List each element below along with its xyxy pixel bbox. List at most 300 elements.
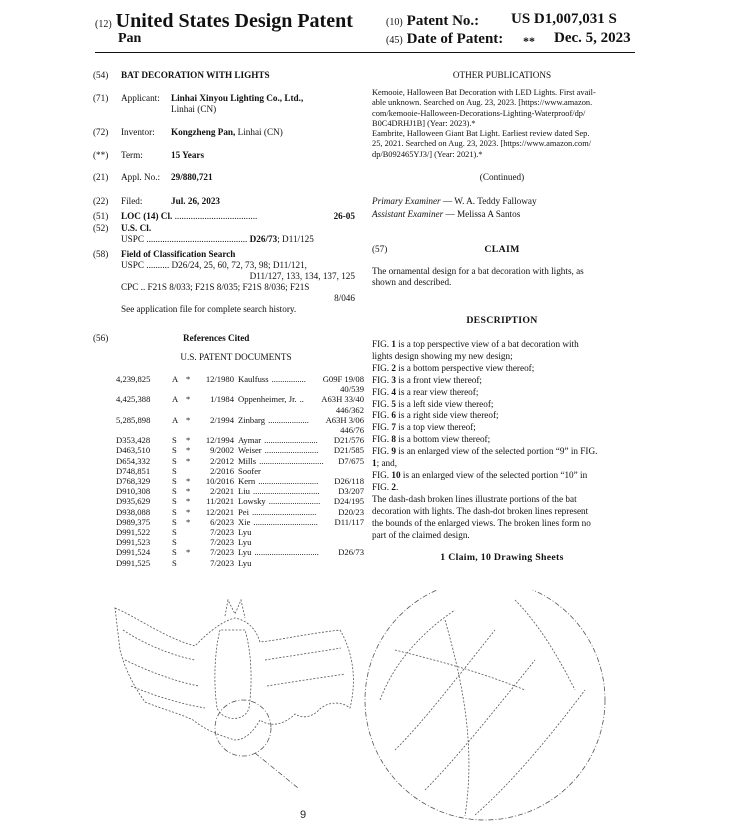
reference-kind: S xyxy=(172,455,177,466)
field-71 xyxy=(93,93,373,115)
wing-rib-3 xyxy=(131,686,205,708)
description-text: is a right side view thereof; xyxy=(396,410,499,421)
description-text: FIG. xyxy=(372,422,392,433)
other-publications xyxy=(372,88,634,160)
description-text: FIG. xyxy=(372,481,392,492)
patent-title: United States Design Patent xyxy=(115,10,353,32)
description-text: is a top view thereof; xyxy=(396,422,476,433)
reference-class: D3/207 xyxy=(338,486,364,497)
claim-text-line-1: The ornamental design for a bat decoration with lights, as xyxy=(372,266,584,276)
reference-inventor-name: Kaulfuss xyxy=(238,374,269,384)
reference-dots: .............................. xyxy=(254,547,319,558)
reference-star: * xyxy=(186,496,191,507)
description-fig-number: 8 xyxy=(391,434,396,445)
reference-patent-number: D989,375 xyxy=(116,516,151,527)
claim-text xyxy=(372,266,634,288)
reference-dots: .............................. xyxy=(251,506,317,517)
description-line xyxy=(372,422,634,434)
reference-date: 2/2016 xyxy=(210,465,234,476)
description-line xyxy=(372,387,634,399)
header-code: (12) xyxy=(95,19,112,30)
publication-line: able unknown. Searched on Aug. 23, 2023. [https://www.amazon. xyxy=(372,98,593,108)
reference-star: * xyxy=(186,374,191,384)
patent-no-label: Patent No.: xyxy=(406,13,480,29)
reference-date: 12/1994 xyxy=(205,435,234,446)
detail-line-4 xyxy=(475,690,585,815)
reference-date: 7/2023 xyxy=(210,527,234,538)
reference-inventor xyxy=(238,517,335,527)
leader-line xyxy=(255,753,298,788)
reference-kind: S xyxy=(172,527,177,538)
claim-title: CLAIM xyxy=(484,244,520,255)
publication-line: com/kemooie-Halloween-Decorations-Lighting-Waterproof/dp/ xyxy=(372,108,586,118)
reference-class: A63H 33/40 xyxy=(321,394,364,405)
reference-patent-number: D935,629 xyxy=(116,496,151,507)
field-code: (58) xyxy=(93,249,109,259)
field-code: (72) xyxy=(93,127,109,137)
patent-header-left xyxy=(95,10,353,33)
reference-date: 7/2023 xyxy=(210,537,234,548)
reference-inventor xyxy=(238,456,338,466)
reference-dots: ............................... xyxy=(252,486,320,497)
reference-class-continued: 446/76 xyxy=(340,425,364,436)
description-text: FIG. xyxy=(372,362,392,373)
reference-star xyxy=(186,537,196,547)
reference-row xyxy=(116,547,364,557)
description-text: FIG. xyxy=(372,339,392,349)
reference-inventor xyxy=(238,486,338,496)
reference-inventor-name: Aymar xyxy=(238,435,262,446)
reference-inventor xyxy=(238,527,364,537)
reference-star: * xyxy=(186,435,191,446)
reference-star: * xyxy=(186,547,191,558)
reference-kind: S xyxy=(172,465,177,476)
reference-kind: S xyxy=(172,537,177,548)
field-54 xyxy=(93,70,373,81)
reference-star xyxy=(186,527,196,537)
uspc-label: USPC xyxy=(121,234,144,244)
figure-label-9: 9 xyxy=(300,809,307,821)
reference-patent-number: D463,510 xyxy=(116,445,151,456)
reference-class: G09F 19/08 xyxy=(322,374,364,384)
reference-star: * xyxy=(186,414,191,425)
primary-examiner xyxy=(372,196,634,207)
reference-row xyxy=(116,558,364,568)
reference-dots: ......................... xyxy=(264,445,319,456)
reference-inventor-name: Weiser xyxy=(238,445,262,456)
detail-line-7 xyxy=(445,620,469,816)
primary-examiner-label: Primary Examiner xyxy=(372,196,441,206)
description-line xyxy=(372,351,634,363)
reference-inventor-name: Lyu xyxy=(238,537,252,548)
search-line-5: See application file for complete search history. xyxy=(121,304,297,314)
reference-class-continued: 446/362 xyxy=(335,404,364,415)
reference-patent-number: D991,522 xyxy=(116,527,151,538)
search-line-3: CPC .. F21S 8/033; F21S 8/035; F21S 8/036; F21S xyxy=(121,282,310,292)
publication-line: B0C4DRHJ1B] (Year: 2023).* xyxy=(372,118,476,128)
date-line xyxy=(386,30,503,48)
inventor-short: Pan xyxy=(118,31,142,46)
reference-inventor-name: Kern xyxy=(238,476,256,487)
reference-date: 7/2023 xyxy=(210,547,234,558)
appl-no-value: 29/880,721 xyxy=(171,172,213,182)
reference-inventor xyxy=(238,394,321,404)
search-line-1: USPC .......... D26/24, 25, 60, 72, 73, 98; D11/121, xyxy=(121,260,307,270)
field-code: (52) xyxy=(93,223,109,233)
description-line xyxy=(372,506,634,518)
reference-class: D26/73 xyxy=(338,547,364,558)
assistant-examiner-name: — Melissa A Santos xyxy=(445,209,521,219)
reference-kind: S xyxy=(172,516,177,527)
field-code: (22) xyxy=(93,196,109,206)
assistant-examiner-label: Assistant Examiner xyxy=(372,209,444,219)
bat-ears xyxy=(225,600,245,618)
field-code: (54) xyxy=(93,70,109,80)
reference-dots: ........................ xyxy=(268,496,321,507)
search-line-2: D11/127, 133, 134, 137, 125 xyxy=(249,271,355,281)
continued-label: (Continued) xyxy=(479,172,525,182)
reference-kind: S xyxy=(172,486,177,497)
wing-rib-2 xyxy=(125,660,199,686)
reference-row xyxy=(116,374,364,384)
search-line-4: 8/046 xyxy=(334,293,355,303)
primary-examiner-name: — W. A. Teddy Falloway xyxy=(442,196,537,206)
assistant-examiner xyxy=(372,209,634,220)
reference-row xyxy=(116,415,364,425)
reference-star xyxy=(186,558,196,568)
claims-sheets: 1 Claim, 10 Drawing Sheets xyxy=(440,552,564,563)
reference-star: * xyxy=(186,394,191,405)
reference-star: * xyxy=(186,455,191,466)
reference-patent-number: D938,088 xyxy=(116,506,151,517)
term-value: 15 Years xyxy=(171,150,205,160)
reference-dots: .............................. xyxy=(259,455,324,466)
reference-dots: ............................ xyxy=(258,476,319,487)
inventor-name: Kongzheng Pan, xyxy=(171,127,236,137)
reference-dots: ................ xyxy=(271,374,306,384)
reference-inventor-name: Oppenheimer, Jr. xyxy=(238,394,297,405)
field-term xyxy=(93,150,373,161)
field-72 xyxy=(93,127,373,138)
reference-patent-number: D654,332 xyxy=(116,455,151,466)
loc-value: 26-05 xyxy=(333,211,355,221)
reference-inventor-name: Pei xyxy=(238,506,249,517)
reference-row xyxy=(116,394,364,404)
description-text: FIG. xyxy=(372,410,392,421)
description-fig-number: 2 xyxy=(391,362,396,373)
publication-line: 25, 2021. Searched on Aug. 23, 2023. [https://www.amazon.com/ xyxy=(372,139,592,149)
reference-kind: S xyxy=(172,496,177,507)
description-text: FIG. xyxy=(372,469,392,480)
inventor-label: Inventor: xyxy=(121,127,155,137)
field-51 xyxy=(93,211,355,222)
description-fig-number: 9 xyxy=(391,446,396,457)
reference-patent-number: D353,428 xyxy=(116,435,151,446)
description-text: is a top perspective view of a bat decoration with xyxy=(396,339,579,349)
reference-inventor-name: Mills xyxy=(238,455,257,466)
field-code: (71) xyxy=(93,93,109,103)
patent-no-code: (10) xyxy=(386,17,403,28)
publication-line: dp/B092465YJ3/] (Year: 2021).* xyxy=(372,149,483,159)
reference-inventor xyxy=(238,547,338,557)
reference-dots: ......................... xyxy=(264,435,318,446)
description-line xyxy=(372,458,634,470)
description-line xyxy=(372,494,634,506)
field-code: (**) xyxy=(93,150,109,160)
bat-wing-outline xyxy=(115,608,353,740)
reference-kind: S xyxy=(172,476,177,487)
reference-star xyxy=(186,466,196,476)
reference-inventor xyxy=(238,507,338,517)
reference-class: D20/23 xyxy=(338,506,364,517)
reference-class: D26/118 xyxy=(334,476,364,487)
description-line xyxy=(372,375,634,387)
reference-patent-number: D991,525 xyxy=(116,557,151,568)
description-fig-number: 1 xyxy=(372,458,377,469)
description-line xyxy=(372,339,634,351)
description-line xyxy=(372,530,634,542)
reference-inventor-name: Lyu xyxy=(238,527,252,538)
date-code: (45) xyxy=(386,35,403,46)
reference-kind: A xyxy=(172,414,179,425)
reference-inventor xyxy=(238,435,334,445)
description-fig-number: 2 xyxy=(391,481,396,492)
reference-kind: A xyxy=(172,374,179,384)
reference-date: 7/2023 xyxy=(210,557,234,568)
description-text: is a bottom view thereof; xyxy=(396,434,491,445)
description-text: is an enlarged view of the selected portion “9” in FIG. xyxy=(396,446,598,457)
reference-date: 12/1980 xyxy=(205,374,234,384)
detail-line-1 xyxy=(380,610,455,700)
description-line xyxy=(372,446,634,458)
reference-kind: S xyxy=(172,445,177,456)
reference-patent-number: 4,239,825 xyxy=(116,374,151,384)
reference-inventor xyxy=(238,374,323,384)
references-table xyxy=(116,374,364,568)
reference-patent-number: D991,523 xyxy=(116,537,151,548)
reference-star: * xyxy=(186,506,191,517)
publication-line: Kemooie, Halloween Bat Decoration with LED Lights. First avail- xyxy=(372,88,596,97)
reference-patent-number: D991,524 xyxy=(116,547,151,558)
reference-date: 11/2021 xyxy=(206,496,234,507)
field-58 xyxy=(93,249,355,315)
search-label: Field of Classification Search xyxy=(121,249,236,259)
reference-inventor-name: Lyu xyxy=(238,557,252,568)
description-text: FIG. xyxy=(372,398,392,409)
reference-date: 2/2012 xyxy=(210,455,234,466)
filed-value: Jul. 26, 2023 xyxy=(171,196,221,206)
field-code: (56) xyxy=(93,333,109,343)
description-text: the bounds of the enlarged views. The broken lines form no xyxy=(372,517,591,528)
patent-date: Dec. 5, 2023 xyxy=(554,30,631,46)
description-text: is a bottom perspective view thereof; xyxy=(396,362,535,373)
loc-dots: .................................... xyxy=(174,211,258,221)
detail-circle-9 xyxy=(215,700,271,756)
description-text: part of the claimed design. xyxy=(372,529,470,540)
claim-code: (57) xyxy=(372,244,388,254)
description-fig-number: 4 xyxy=(391,386,396,397)
reference-row xyxy=(116,466,364,476)
reference-class-continued: 40/539 xyxy=(340,384,364,395)
applicant-location: Linhai (CN) xyxy=(171,104,217,114)
us-patent-docs-title: U.S. PATENT DOCUMENTS xyxy=(180,352,292,362)
description-text: is an enlarged view of the selected portion “10” in xyxy=(400,469,588,480)
reference-row xyxy=(116,456,364,466)
appl-no-label: Appl. No.: xyxy=(121,172,161,182)
bat-body xyxy=(215,630,251,719)
reference-date: 10/2016 xyxy=(205,476,234,487)
applicant-name: Linhai Xinyou Lighting Co., Ltd., xyxy=(171,93,304,103)
description-text: ; and, xyxy=(376,458,398,469)
description-text: decoration with lights. The dash-dot broken lines represent xyxy=(372,505,589,516)
description-text: FIG. xyxy=(372,386,392,397)
reference-kind: S xyxy=(172,557,177,568)
reference-kind: A xyxy=(172,394,179,405)
patent-number-line xyxy=(386,12,479,30)
reference-inventor xyxy=(238,537,364,547)
field-code: (51) xyxy=(93,211,109,221)
reference-inventor xyxy=(238,445,334,455)
field-22 xyxy=(93,196,373,207)
reference-date: 1/1984 xyxy=(210,394,234,405)
reference-date: 2/2021 xyxy=(210,486,234,497)
description-text: is a rear view thereof; xyxy=(396,386,479,397)
description-text: FIG. xyxy=(372,434,392,445)
detail-line-6 xyxy=(395,650,525,690)
reference-inventor xyxy=(238,476,334,486)
description-line xyxy=(372,518,634,530)
reference-kind: S xyxy=(172,547,177,558)
description-fig-number: 3 xyxy=(391,374,396,385)
applicant-label: Applicant: xyxy=(121,93,160,103)
description-text: FIG. xyxy=(372,446,392,457)
reference-patent-number: D768,329 xyxy=(116,476,151,487)
description-line xyxy=(372,410,634,422)
field-52 xyxy=(93,223,355,245)
field-21 xyxy=(93,172,373,183)
inventor-location: Linhai (CN) xyxy=(237,127,283,137)
description-fig-number: 1 xyxy=(391,339,396,349)
reference-class: D11/117 xyxy=(334,516,364,527)
reference-inventor-name: Xie xyxy=(238,516,251,527)
reference-inventor-name: Lowsky xyxy=(238,496,266,507)
reference-star: * xyxy=(186,445,191,456)
reference-inventor xyxy=(238,496,334,506)
uspc-dots: ............................................ xyxy=(146,234,248,244)
reference-inventor xyxy=(238,466,364,476)
description-line xyxy=(372,363,634,375)
reference-dots: ................... xyxy=(268,414,309,425)
description-text: is a left side view thereof; xyxy=(396,398,494,409)
reference-star: * xyxy=(186,486,191,497)
detail-line-5 xyxy=(515,600,575,690)
reference-kind: S xyxy=(172,506,177,517)
description-line xyxy=(372,434,634,446)
reference-class: D7/675 xyxy=(338,455,364,466)
reference-date: 6/2023 xyxy=(210,516,234,527)
patent-number: US D1,007,031 S xyxy=(511,11,617,27)
reference-row xyxy=(116,527,364,537)
reference-row xyxy=(116,476,364,486)
publication-line: Eambrite, Halloween Giant Bat Light. Earliest review dated Sep. xyxy=(372,129,590,139)
reference-dots: .. xyxy=(299,394,304,405)
uspc-main: D26/73 xyxy=(249,234,278,244)
header-rule xyxy=(95,52,635,53)
uspc-secondary: ; D11/125 xyxy=(277,234,314,244)
reference-inventor-name: Soofer xyxy=(238,465,261,476)
loc-label: LOC (14) Cl. xyxy=(121,211,173,221)
reference-date: 9/2002 xyxy=(210,445,234,456)
reference-date: 2/1994 xyxy=(210,414,234,425)
field-56 xyxy=(93,333,363,344)
reference-inventor-name: Lyu xyxy=(238,547,252,558)
description-text: lights design showing my new design; xyxy=(372,350,513,361)
reference-class: D24/195 xyxy=(333,496,364,507)
references-title: References Cited xyxy=(183,333,250,343)
description-text: FIG. xyxy=(372,374,392,385)
reference-row xyxy=(116,486,364,496)
description-fig-number: 6 xyxy=(391,410,396,421)
reference-inventor-name: Liu xyxy=(238,486,250,497)
description-text: The dash-dash broken lines illustrate portions of the bat xyxy=(372,493,577,504)
other-publications-title: OTHER PUBLICATIONS xyxy=(452,70,552,80)
reference-date: 12/2021 xyxy=(205,506,234,517)
description-text: is a front view thereof; xyxy=(396,374,482,385)
term-label: Term: xyxy=(121,150,143,160)
reference-class: D21/585 xyxy=(333,445,364,456)
reference-inventor-name: Zinbarg xyxy=(238,414,266,425)
reference-patent-number: 5,285,898 xyxy=(116,414,151,425)
reference-patent-number: D748,851 xyxy=(116,465,151,476)
reference-kind: S xyxy=(172,435,177,446)
reference-star: * xyxy=(186,476,191,487)
bat-decoration-drawing xyxy=(95,590,635,830)
wing-rib-5 xyxy=(267,674,345,686)
description-line xyxy=(372,399,634,411)
reference-patent-number: 4,425,388 xyxy=(116,394,151,405)
description-text: . xyxy=(396,481,399,492)
description-line xyxy=(372,482,634,494)
reference-patent-number: D910,308 xyxy=(116,486,151,497)
enlarged-detail-circle xyxy=(365,590,605,820)
reference-star: * xyxy=(186,516,191,527)
description-body xyxy=(372,339,634,541)
claim-text-line-2: shown and described. xyxy=(372,277,452,287)
reference-class: A63H 3/06 xyxy=(325,414,364,425)
reference-row xyxy=(116,496,364,506)
reference-row xyxy=(116,435,364,445)
date-stars: ** xyxy=(523,34,535,48)
reference-row xyxy=(116,445,364,455)
description-line xyxy=(372,470,634,482)
detail-line-2 xyxy=(395,630,495,750)
description-title: DESCRIPTION xyxy=(466,315,538,326)
reference-row xyxy=(116,537,364,547)
reference-inventor xyxy=(238,558,364,568)
wing-rib-1 xyxy=(123,630,195,660)
uspc-line xyxy=(93,234,355,245)
reference-row xyxy=(116,517,364,527)
reference-inventor xyxy=(238,415,326,425)
reference-class: D21/576 xyxy=(333,435,364,446)
description-fig-number: 10 xyxy=(391,469,401,480)
reference-dots: .............................. xyxy=(253,516,318,527)
us-cl-label: U.S. Cl. xyxy=(121,223,152,233)
description-fig-number: 7 xyxy=(391,422,396,433)
invention-title: BAT DECORATION WITH LIGHTS xyxy=(121,70,270,80)
detail-line-3 xyxy=(425,660,535,790)
reference-row xyxy=(116,507,364,517)
